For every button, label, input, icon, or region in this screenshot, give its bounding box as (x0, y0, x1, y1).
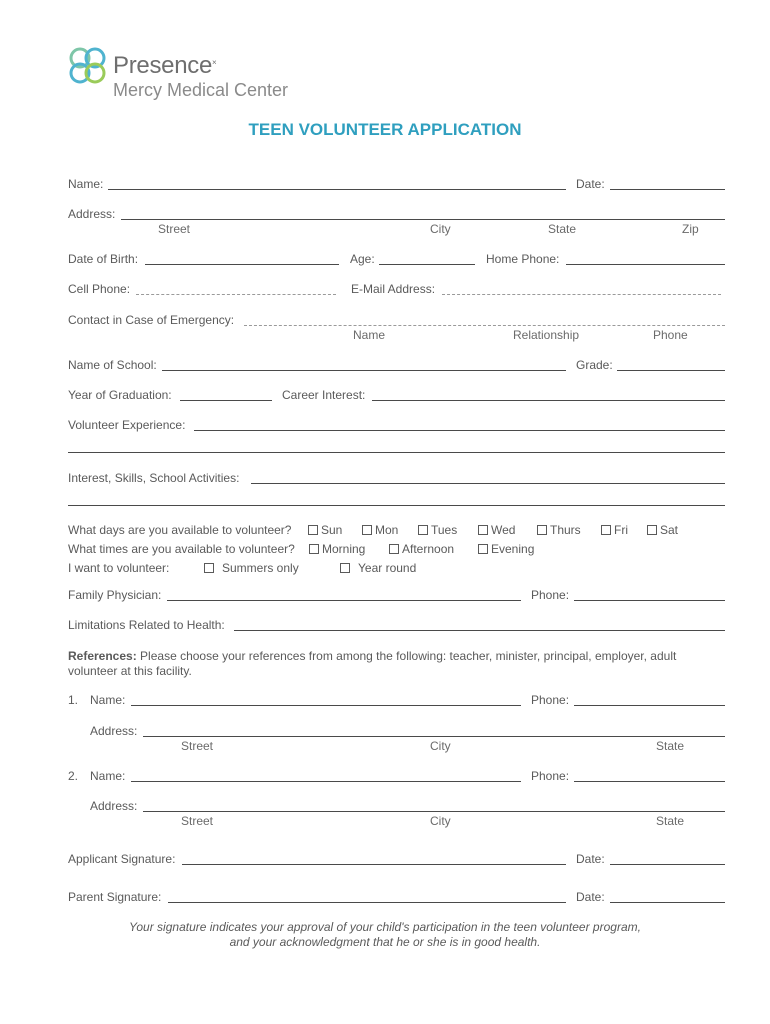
day-checkbox-wed[interactable]: Wed (478, 523, 515, 537)
days-question: What days are you available to volunteer? (68, 523, 292, 537)
checkbox-icon (308, 525, 318, 535)
age-field[interactable] (379, 264, 475, 265)
references-intro-2: volunteer at this facility. (68, 664, 192, 678)
page-title: TEEN VOLUNTEER APPLICATION (248, 120, 522, 139)
checkbox-icon (647, 525, 657, 535)
brand-name: Presence× (113, 52, 217, 79)
emergency-relationship-caption: Relationship (513, 328, 580, 342)
ref2-street-caption: Street (181, 814, 214, 828)
time-checkbox-morning[interactable]: Morning (309, 542, 365, 556)
grade-field[interactable] (617, 370, 725, 371)
ref1-city-caption: City (430, 739, 451, 753)
ref2-phone-label: Phone: (531, 769, 570, 783)
cell-phone-field[interactable] (136, 294, 336, 295)
grade-label: Grade: (576, 358, 613, 372)
ref2-address-label: Address: (90, 799, 138, 813)
limitations-label: Limitations Related to Health: (68, 618, 225, 632)
day-checkbox-mon[interactable]: Mon (362, 523, 398, 537)
time-checkbox-afternoon[interactable]: Afternoon (389, 542, 454, 556)
want-question: I want to volunteer: (68, 561, 170, 575)
home-phone-label: Home Phone: (486, 252, 560, 266)
limitations-field[interactable] (234, 630, 725, 631)
want-checkbox-year-round[interactable]: Year round (340, 561, 416, 575)
checkbox-icon (537, 525, 547, 535)
zip-caption: Zip (682, 222, 699, 236)
school-field[interactable] (162, 370, 566, 371)
experience-field-line-2[interactable] (68, 452, 725, 453)
time-checkbox-evening[interactable]: Evening (478, 542, 534, 556)
applicant-signature-field[interactable] (182, 864, 566, 865)
home-phone-field[interactable] (566, 264, 725, 265)
checkbox-icon (309, 544, 319, 554)
physician-phone-field[interactable] (574, 600, 725, 601)
checkbox-icon (478, 544, 488, 554)
parent-signature-field[interactable] (168, 902, 566, 903)
emergency-name-caption: Name (353, 328, 386, 342)
footer-note-line-1: Your signature indicates your approval of your child's participation in the teen volunteer program, (129, 920, 641, 934)
experience-label: Volunteer Experience: (68, 418, 186, 432)
ref2-number: 2. (68, 769, 79, 783)
ref1-phone-label: Phone: (531, 693, 570, 707)
address-label: Address: (68, 207, 116, 221)
ref1-name-label: Name: (90, 693, 126, 707)
graduation-field[interactable] (180, 400, 272, 401)
interests-label: Interest, Skills, School Activities: (68, 471, 240, 485)
times-question: What times are you available to volunteer? (68, 542, 295, 556)
ref1-street-caption: Street (181, 739, 214, 753)
career-field[interactable] (372, 400, 725, 401)
checkbox-icon (204, 563, 214, 573)
parent-date-label: Date: (576, 890, 605, 904)
day-checkbox-fri[interactable]: Fri (601, 523, 628, 537)
ref1-state-caption: State (656, 739, 685, 753)
presence-logo-icon (67, 46, 109, 88)
ref1-address-field[interactable] (143, 736, 725, 737)
email-label: E-Mail Address: (351, 282, 436, 296)
ref2-state-caption: State (656, 814, 685, 828)
city-caption: City (430, 222, 451, 236)
ref2-city-caption: City (430, 814, 451, 828)
checkbox-icon (478, 525, 488, 535)
day-checkbox-sat[interactable]: Sat (647, 523, 678, 537)
brand-subtitle: Mercy Medical Center (113, 80, 289, 100)
name-field[interactable] (108, 189, 566, 190)
interests-field[interactable] (251, 483, 725, 484)
dob-label: Date of Birth: (68, 252, 139, 266)
address-field[interactable] (121, 219, 725, 220)
want-checkbox-summers[interactable]: Summers only (204, 561, 299, 575)
ref2-name-label: Name: (90, 769, 126, 783)
checkbox-icon (340, 563, 350, 573)
day-checkbox-tues[interactable]: Tues (418, 523, 457, 537)
checkbox-icon (389, 544, 399, 554)
career-label: Career Interest: (282, 388, 366, 402)
physician-phone-label: Phone: (531, 588, 570, 602)
ref1-name-field[interactable] (131, 705, 521, 706)
date-label: Date: (576, 177, 605, 191)
school-label: Name of School: (68, 358, 157, 372)
dob-field[interactable] (145, 264, 339, 265)
physician-field[interactable] (167, 600, 521, 601)
parent-date-field[interactable] (610, 902, 725, 903)
parent-signature-label: Parent Signature: (68, 890, 162, 904)
emergency-field[interactable] (244, 325, 725, 326)
state-caption: State (548, 222, 577, 236)
name-label: Name: (68, 177, 104, 191)
ref1-number: 1. (68, 693, 79, 707)
interests-field-line-2[interactable] (68, 505, 725, 506)
ref2-name-field[interactable] (131, 781, 521, 782)
applicant-date-field[interactable] (610, 864, 725, 865)
applicant-signature-label: Applicant Signature: (68, 852, 176, 866)
day-checkbox-thurs[interactable]: Thurs (537, 523, 581, 537)
date-field[interactable] (610, 189, 725, 190)
ref2-address-field[interactable] (143, 811, 725, 812)
ref2-phone-field[interactable] (574, 781, 725, 782)
experience-field[interactable] (194, 430, 725, 431)
ref1-phone-field[interactable] (574, 705, 725, 706)
street-caption: Street (158, 222, 191, 236)
checkbox-icon (601, 525, 611, 535)
references-intro: References: Please choose your references from among the following: teacher, minister, principal, employer, adult (68, 649, 677, 663)
graduation-label: Year of Graduation: (68, 388, 172, 402)
applicant-date-label: Date: (576, 852, 605, 866)
cell-phone-label: Cell Phone: (68, 282, 131, 296)
email-field[interactable] (442, 294, 721, 295)
day-checkbox-sun[interactable]: Sun (308, 523, 342, 537)
ref1-address-label: Address: (90, 724, 138, 738)
checkbox-icon (362, 525, 372, 535)
emergency-label: Contact in Case of Emergency: (68, 313, 235, 327)
emergency-phone-caption: Phone (653, 328, 688, 342)
footer-note-line-2: and your acknowledgment that he or she is in good health. (229, 935, 541, 949)
physician-label: Family Physician: (68, 588, 162, 602)
checkbox-icon (418, 525, 428, 535)
age-label: Age: (350, 252, 375, 266)
